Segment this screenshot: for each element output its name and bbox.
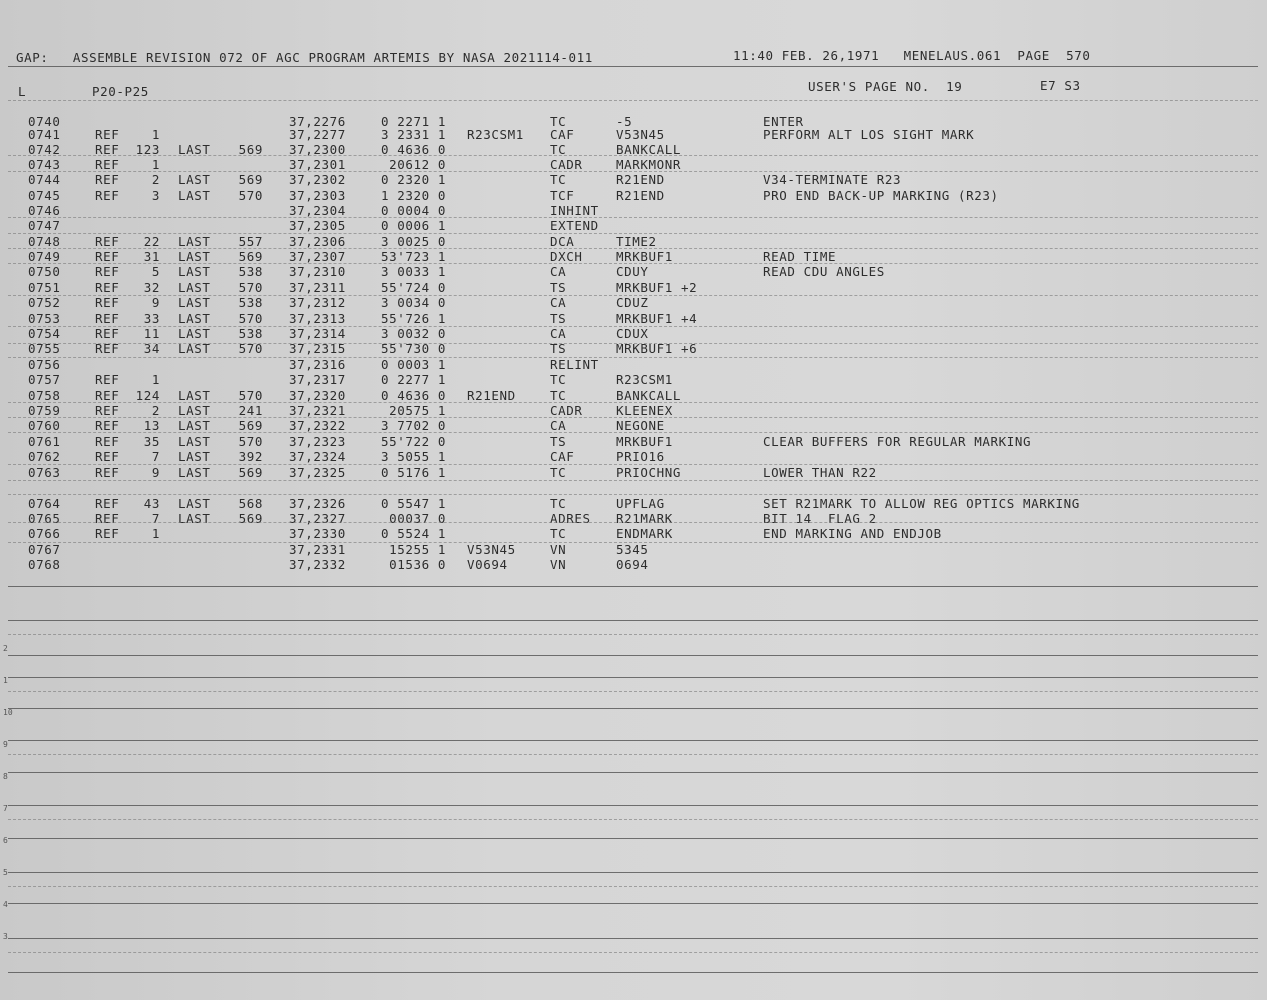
cell-addr: 37,2316 xyxy=(289,357,346,372)
row-divider xyxy=(8,542,1258,543)
cell-addr: 37,2317 xyxy=(289,372,346,387)
form-line xyxy=(8,872,1258,873)
row-divider xyxy=(8,480,1258,481)
cell-line: 0741 xyxy=(28,127,61,142)
row-divider xyxy=(8,155,1258,156)
cell-comment: LOWER THAN R22 xyxy=(763,465,877,480)
cell-addr: 37,2325 xyxy=(289,465,346,480)
cell-op: TCF xyxy=(550,188,575,203)
header-underline xyxy=(8,66,1258,67)
form-line xyxy=(8,740,1258,741)
cell-ref: REF xyxy=(95,418,120,433)
cell-operand: MRKBUF1 xyxy=(616,434,673,449)
cell-addr: 37,2305 xyxy=(289,218,346,233)
cell-ref: REF xyxy=(95,526,120,541)
cell-lastn: 241 xyxy=(238,403,263,418)
cell-word: 53'723 1 xyxy=(380,249,446,264)
cell-addr: 37,2304 xyxy=(289,203,346,218)
cell-lastn: 569 xyxy=(238,511,263,526)
cell-op: TC xyxy=(550,172,567,187)
row-divider xyxy=(8,464,1258,465)
form-line xyxy=(8,772,1258,773)
cell-op: CAF xyxy=(550,127,575,142)
cell-operand: BANKCALL xyxy=(616,388,682,403)
cell-op: TC xyxy=(550,465,567,480)
cell-op: CA xyxy=(550,295,567,310)
cell-lastn: 570 xyxy=(238,311,263,326)
cell-last: LAST xyxy=(178,388,211,403)
cell-line: 0765 xyxy=(28,511,61,526)
cell-addr: 37,2301 xyxy=(289,157,346,172)
cell-op: CA xyxy=(550,418,567,433)
cell-word: 0 5547 1 xyxy=(380,496,446,511)
form-line-dashed xyxy=(8,886,1258,887)
cell-ref: REF xyxy=(95,295,120,310)
cell-addr: 37,2310 xyxy=(289,264,346,279)
margin-tick: 6 xyxy=(3,836,8,845)
cell-word: 55'726 1 xyxy=(380,311,446,326)
cell-op: VN xyxy=(550,557,567,572)
cell-addr: 37,2332 xyxy=(289,557,346,572)
cell-label: R21END xyxy=(467,388,516,403)
cell-word: 0 0003 1 xyxy=(380,357,446,372)
row-divider xyxy=(8,343,1258,344)
cell-last: LAST xyxy=(178,234,211,249)
cell-ref: REF xyxy=(95,264,120,279)
cell-operand: R21END xyxy=(616,188,665,203)
cell-word: 0 5524 1 xyxy=(380,526,446,541)
cell-op: TS xyxy=(550,280,567,295)
cell-lastn: 570 xyxy=(238,341,263,356)
row-divider xyxy=(8,295,1258,296)
cell-comment: V34-TERMINATE R23 xyxy=(763,172,902,187)
cell-line: 0746 xyxy=(28,203,61,218)
form-line xyxy=(8,708,1258,709)
section-label: P20-P25 xyxy=(92,84,149,99)
cell-refn: 33 xyxy=(143,311,160,326)
cell-operand: MRKBUF1 +6 xyxy=(616,341,698,356)
cell-word: 01536 0 xyxy=(389,557,446,572)
cell-word: 55'724 0 xyxy=(380,280,446,295)
cell-refn: 9 xyxy=(151,295,160,310)
cell-word: 3 0034 0 xyxy=(380,295,446,310)
cell-word: 0 2277 1 xyxy=(380,372,446,387)
form-line xyxy=(8,677,1258,678)
cell-lastn: 568 xyxy=(238,496,263,511)
cell-operand: MRKBUF1 +2 xyxy=(616,280,698,295)
cell-operand: MRKBUF1 +4 xyxy=(616,311,698,326)
cell-addr: 37,2300 xyxy=(289,142,346,157)
cell-ref: REF xyxy=(95,142,120,157)
cell-word: 3 2331 1 xyxy=(380,127,446,142)
cell-comment: READ TIME xyxy=(763,249,837,264)
cell-operand: PRIO16 xyxy=(616,449,665,464)
cell-last: LAST xyxy=(178,142,211,157)
cell-op: INHINT xyxy=(550,203,599,218)
cell-line: 0755 xyxy=(28,341,61,356)
cell-addr: 37,2326 xyxy=(289,496,346,511)
cell-last: LAST xyxy=(178,264,211,279)
row-divider xyxy=(8,432,1258,433)
cell-last: LAST xyxy=(178,188,211,203)
cell-word: 3 7702 0 xyxy=(380,418,446,433)
cell-lastn: 569 xyxy=(238,418,263,433)
form-line xyxy=(8,655,1258,656)
cell-last: LAST xyxy=(178,311,211,326)
cell-line: 0749 xyxy=(28,249,61,264)
form-line-dashed xyxy=(8,819,1258,820)
cell-operand: PRIOCHNG xyxy=(616,465,682,480)
cell-word: 0 5176 1 xyxy=(380,465,446,480)
header-left: GAP: ASSEMBLE REVISION 072 OF AGC PROGRAM ARTEMIS BY NASA 2021114-011 xyxy=(16,50,593,65)
row-divider xyxy=(8,217,1258,218)
cell-line: 0761 xyxy=(28,434,61,449)
form-line xyxy=(8,972,1258,973)
cell-comment: END MARKING AND ENDJOB xyxy=(763,526,942,541)
cell-ref: REF xyxy=(95,496,120,511)
cell-op: TC xyxy=(550,526,567,541)
cell-refn: 32 xyxy=(143,280,160,295)
cell-refn: 1 xyxy=(151,372,160,387)
cell-ref: REF xyxy=(95,465,120,480)
cell-refn: 31 xyxy=(143,249,160,264)
cell-op: TC xyxy=(550,142,567,157)
cell-refn: 124 xyxy=(135,388,160,403)
cell-lastn: 569 xyxy=(238,465,263,480)
cell-op: CA xyxy=(550,326,567,341)
cell-ref: REF xyxy=(95,157,120,172)
cell-last: LAST xyxy=(178,465,211,480)
cell-op: VN xyxy=(550,542,567,557)
column-l-label: L xyxy=(18,84,27,99)
row-divider xyxy=(8,402,1258,403)
cell-word: 3 0025 0 xyxy=(380,234,446,249)
cell-refn: 11 xyxy=(143,326,160,341)
margin-tick: 9 xyxy=(3,740,8,749)
cell-last: LAST xyxy=(178,326,211,341)
cell-last: LAST xyxy=(178,249,211,264)
cell-refn: 43 xyxy=(143,496,160,511)
cell-label: V53N45 xyxy=(467,542,516,557)
cell-refn: 22 xyxy=(143,234,160,249)
margin-tick: 4 xyxy=(3,900,8,909)
cell-refn: 1 xyxy=(151,157,160,172)
cell-line: 0748 xyxy=(28,234,61,249)
cell-addr: 37,2327 xyxy=(289,511,346,526)
cell-word: 0 2320 1 xyxy=(380,172,446,187)
cell-ref: REF xyxy=(95,372,120,387)
cell-op: CADR xyxy=(550,157,583,172)
cell-addr: 37,2306 xyxy=(289,234,346,249)
cell-line: 0768 xyxy=(28,557,61,572)
row-divider xyxy=(8,171,1258,172)
cell-op: DCA xyxy=(550,234,575,249)
cell-lastn: 569 xyxy=(238,249,263,264)
cell-last: LAST xyxy=(178,341,211,356)
cell-refn: 2 xyxy=(151,172,160,187)
cell-line: 0747 xyxy=(28,218,61,233)
cell-word: 0 2271 1 xyxy=(380,114,446,129)
cell-ref: REF xyxy=(95,511,120,526)
cell-addr: 37,2307 xyxy=(289,249,346,264)
cell-op: TC xyxy=(550,496,567,511)
cell-refn: 7 xyxy=(151,511,160,526)
cell-line: 0759 xyxy=(28,403,61,418)
row-divider xyxy=(8,248,1258,249)
cell-ref: REF xyxy=(95,280,120,295)
cell-lastn: 570 xyxy=(238,188,263,203)
cell-addr: 37,2314 xyxy=(289,326,346,341)
form-line xyxy=(8,903,1258,904)
cell-op: TC xyxy=(550,388,567,403)
cell-ref: REF xyxy=(95,341,120,356)
cell-last: LAST xyxy=(178,172,211,187)
form-line-dashed xyxy=(8,634,1258,635)
cell-operand: 5345 xyxy=(616,542,649,557)
cell-addr: 37,2311 xyxy=(289,280,346,295)
cell-last: LAST xyxy=(178,449,211,464)
cell-lastn: 570 xyxy=(238,388,263,403)
cell-line: 0744 xyxy=(28,172,61,187)
cell-line: 0766 xyxy=(28,526,61,541)
cell-operand: UPFLAG xyxy=(616,496,665,511)
cell-addr: 37,2302 xyxy=(289,172,346,187)
cell-line: 0753 xyxy=(28,311,61,326)
cell-line: 0745 xyxy=(28,188,61,203)
cell-operand: MRKBUF1 xyxy=(616,249,673,264)
cell-operand: CDUY xyxy=(616,264,649,279)
margin-tick: 8 xyxy=(3,772,8,781)
cell-addr: 37,2321 xyxy=(289,403,346,418)
cell-label: V0694 xyxy=(467,557,508,572)
cell-comment: ENTER xyxy=(763,114,804,129)
cell-last: LAST xyxy=(178,496,211,511)
cell-word: 20612 0 xyxy=(389,157,446,172)
cell-operand: CDUZ xyxy=(616,295,649,310)
cell-refn: 35 xyxy=(143,434,160,449)
cell-operand: BANKCALL xyxy=(616,142,682,157)
cell-lastn: 570 xyxy=(238,280,263,295)
cell-op: RELINT xyxy=(550,357,599,372)
cell-ref: REF xyxy=(95,127,120,142)
cell-word: 15255 1 xyxy=(389,542,446,557)
cell-operand: NEGONE xyxy=(616,418,665,433)
cell-line: 0743 xyxy=(28,157,61,172)
users-page-label: USER'S PAGE NO. 19 xyxy=(808,79,963,94)
cell-operand: 0694 xyxy=(616,557,649,572)
cell-op: TC xyxy=(550,114,567,129)
cell-operand: MARKMONR xyxy=(616,157,682,172)
cell-operand: KLEENEX xyxy=(616,403,673,418)
margin-tick: 7 xyxy=(3,804,8,813)
row-divider xyxy=(8,326,1258,327)
cell-operand: ENDMARK xyxy=(616,526,673,541)
cell-ref: REF xyxy=(95,311,120,326)
form-line xyxy=(8,938,1258,939)
cell-op: EXTEND xyxy=(550,218,599,233)
cell-lastn: 569 xyxy=(238,172,263,187)
cell-ref: REF xyxy=(95,434,120,449)
cell-last: LAST xyxy=(178,434,211,449)
cell-addr: 37,2323 xyxy=(289,434,346,449)
cell-lastn: 570 xyxy=(238,434,263,449)
cell-word: 00037 0 xyxy=(389,511,446,526)
cell-word: 55'722 0 xyxy=(380,434,446,449)
cell-refn: 1 xyxy=(151,526,160,541)
cell-addr: 37,2320 xyxy=(289,388,346,403)
cell-ref: REF xyxy=(95,403,120,418)
margin-tick: 3 xyxy=(3,932,8,941)
cell-line: 0740 xyxy=(28,114,61,129)
cell-line: 0754 xyxy=(28,326,61,341)
cell-word: 0 0006 1 xyxy=(380,218,446,233)
cell-ref: REF xyxy=(95,172,120,187)
cell-word: 20575 1 xyxy=(389,403,446,418)
form-line xyxy=(8,586,1258,587)
cell-lastn: 538 xyxy=(238,264,263,279)
cell-line: 0756 xyxy=(28,357,61,372)
cell-addr: 37,2276 xyxy=(289,114,346,129)
form-line-dashed xyxy=(8,754,1258,755)
subheader-underline xyxy=(8,100,1258,101)
cell-op: ADRES xyxy=(550,511,591,526)
cell-operand: V53N45 xyxy=(616,127,665,142)
cell-op: CADR xyxy=(550,403,583,418)
row-divider xyxy=(8,263,1258,264)
cell-ref: REF xyxy=(95,249,120,264)
cell-ref: REF xyxy=(95,449,120,464)
cell-line: 0760 xyxy=(28,418,61,433)
cell-operand: R21END xyxy=(616,172,665,187)
cell-refn: 9 xyxy=(151,465,160,480)
cell-refn: 1 xyxy=(151,127,160,142)
cell-refn: 7 xyxy=(151,449,160,464)
cell-line: 0750 xyxy=(28,264,61,279)
cell-op: DXCH xyxy=(550,249,583,264)
cell-comment: PRO END BACK-UP MARKING (R23) xyxy=(763,188,999,203)
cell-line: 0752 xyxy=(28,295,61,310)
cell-refn: 3 xyxy=(151,188,160,203)
row-divider xyxy=(8,522,1258,523)
cell-word: 3 5055 1 xyxy=(380,449,446,464)
cell-lastn: 538 xyxy=(238,326,263,341)
form-line xyxy=(8,805,1258,806)
cell-comment: PERFORM ALT LOS SIGHT MARK xyxy=(763,127,975,142)
cell-word: 55'730 0 xyxy=(380,341,446,356)
cell-operand: CDUX xyxy=(616,326,649,341)
cell-label: R23CSM1 xyxy=(467,127,524,142)
cell-ref: REF xyxy=(95,234,120,249)
cell-op: CA xyxy=(550,264,567,279)
cell-comment: SET R21MARK TO ALLOW REG OPTICS MARKING xyxy=(763,496,1080,511)
cell-comment: BIT 14 FLAG 2 xyxy=(763,511,877,526)
cell-line: 0742 xyxy=(28,142,61,157)
cell-refn: 5 xyxy=(151,264,160,279)
cell-lastn: 392 xyxy=(238,449,263,464)
cell-line: 0764 xyxy=(28,496,61,511)
cell-op: TC xyxy=(550,372,567,387)
cell-word: 0 0004 0 xyxy=(380,203,446,218)
cell-ref: REF xyxy=(95,388,120,403)
cell-operand: R21MARK xyxy=(616,511,673,526)
cell-refn: 34 xyxy=(143,341,160,356)
cell-comment: READ CDU ANGLES xyxy=(763,264,885,279)
cell-last: LAST xyxy=(178,418,211,433)
cell-operand: -5 xyxy=(616,114,633,129)
cell-line: 0751 xyxy=(28,280,61,295)
cell-addr: 37,2322 xyxy=(289,418,346,433)
row-divider xyxy=(8,494,1258,495)
cell-addr: 37,2324 xyxy=(289,449,346,464)
cell-last: LAST xyxy=(178,295,211,310)
header-right: 11:40 FEB. 26,1971 MENELAUS.061 PAGE 570 xyxy=(733,48,1091,63)
margin-tick: 1 xyxy=(3,676,8,685)
cell-refn: 13 xyxy=(143,418,160,433)
cell-addr: 37,2312 xyxy=(289,295,346,310)
form-line xyxy=(8,838,1258,839)
cell-word: 3 0033 1 xyxy=(380,264,446,279)
cell-word: 0 4636 0 xyxy=(380,142,446,157)
cell-addr: 37,2277 xyxy=(289,127,346,142)
row-divider xyxy=(8,357,1258,358)
cell-ref: REF xyxy=(95,188,120,203)
cell-word: 1 2320 0 xyxy=(380,188,446,203)
cell-op: TS xyxy=(550,311,567,326)
cell-last: LAST xyxy=(178,280,211,295)
cell-addr: 37,2315 xyxy=(289,341,346,356)
cell-addr: 37,2303 xyxy=(289,188,346,203)
form-line-dashed xyxy=(8,691,1258,692)
cell-line: 0763 xyxy=(28,465,61,480)
cell-addr: 37,2331 xyxy=(289,542,346,557)
row-divider xyxy=(8,417,1258,418)
form-line-dashed xyxy=(8,952,1258,953)
cell-refn: 123 xyxy=(135,142,160,157)
margin-tick: 10 xyxy=(3,708,13,717)
cell-last: LAST xyxy=(178,511,211,526)
cell-ref: REF xyxy=(95,326,120,341)
cell-addr: 37,2313 xyxy=(289,311,346,326)
margin-tick: 5 xyxy=(3,868,8,877)
cell-addr: 37,2330 xyxy=(289,526,346,541)
cell-word: 3 0032 0 xyxy=(380,326,446,341)
cell-line: 0757 xyxy=(28,372,61,387)
cell-lastn: 557 xyxy=(238,234,263,249)
sheet-code: E7 S3 xyxy=(1040,78,1081,93)
cell-lastn: 569 xyxy=(238,142,263,157)
row-divider xyxy=(8,233,1258,234)
cell-last: LAST xyxy=(178,403,211,418)
cell-operand: R23CSM1 xyxy=(616,372,673,387)
cell-op: TS xyxy=(550,341,567,356)
cell-line: 0758 xyxy=(28,388,61,403)
cell-comment: CLEAR BUFFERS FOR REGULAR MARKING xyxy=(763,434,1032,449)
margin-tick: 2 xyxy=(3,644,8,653)
cell-op: TS xyxy=(550,434,567,449)
cell-op: CAF xyxy=(550,449,575,464)
cell-operand: TIME2 xyxy=(616,234,657,249)
cell-word: 0 4636 0 xyxy=(380,388,446,403)
cell-line: 0762 xyxy=(28,449,61,464)
cell-lastn: 538 xyxy=(238,295,263,310)
cell-refn: 2 xyxy=(151,403,160,418)
cell-line: 0767 xyxy=(28,542,61,557)
form-line xyxy=(8,620,1258,621)
